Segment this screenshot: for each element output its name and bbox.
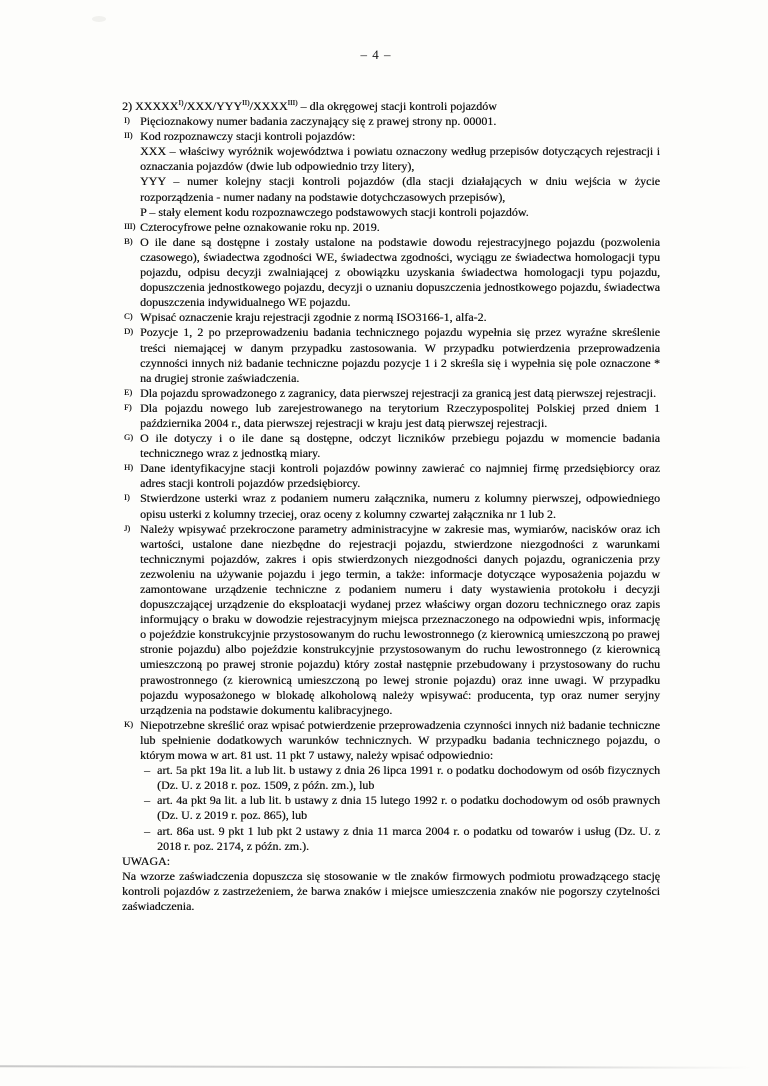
footnote-marker: G) bbox=[124, 432, 133, 443]
footnote-ref-I: I) bbox=[178, 98, 184, 107]
footnote-II bbox=[122, 129, 660, 220]
footnote-F bbox=[122, 401, 660, 431]
item-2-description: – dla okręgowej stacji kontroli pojazdów bbox=[297, 99, 497, 113]
footnote-text: Kod rozpoznawczy stacji kontroli pojazdów: bbox=[140, 129, 356, 144]
footnote-marker: B) bbox=[124, 235, 133, 246]
uwaga-text: Na wzorze zaświadczenia dopuszcza się stosowanie w tle znaków firmowych podmiotu prowadzącego stację kontroli pojazdów z zastrzeżeniem, że barwa znaków i miejsce umieszczenia znaków nie pogorszy czytelności zaświadczenia. bbox=[122, 868, 660, 913]
footnote-text: Należy wpisywać przekroczone parametry administracyjne w zakresie mas, wymiarów, nacisków oraz ich wartości, ustalone dane niezbędne do rejestracji pojazdu, stwierdzone niezgodności z warunkami technicznymi pojazdów, zakres i opis stwierdzonych niezgodności danych pojazdu, ograniczenia przy zezwoleniu na używanie pojazdu i jego termin, a także: informacje dotyczące wyposażenia pojazdu w zamontowane urządzenie techniczne z podaniem numeru i daty wystawienia protokołu i decyzji dopuszczającej urządzenie do eksploatacji wydanej przez właściwy organ dozoru technicznego oraz zapis informujący o braku w dowodzie rejestracyjnym miejsca przeznaczonego na odpowiedni wpis, informację o pojeździe konstrukcyjnie przystosowanym do ruchu lewostronnego (z kierownicą umieszczoną po prawej stronie pojazdu) albo pojeździe konstrukcyjnie przystosowanym do ruchu lewostronnego (z kierownicą umieszczoną po prawej stronie pojazdu) który został następnie przebudowany i przystosowany do ruchu prawostronnego (z kierownicą umieszczoną po lewej stronie pojazdu) oraz inne uwagi. W przypadku pojazdu wyposażonego w blokadę alkoholową należy wpisywać: producenta, typ oraz numer seryjny urządzenia na podstawie dokumentu kalibracyjnego. bbox=[140, 521, 660, 717]
footnote-D bbox=[122, 325, 660, 385]
legal-reference-item bbox=[140, 763, 660, 793]
footnote-ref-III: III) bbox=[287, 98, 298, 107]
legal-reference-text: art. 5a pkt 19a lit. a lub lit. b ustawy z dnia 26 lipca 1991 r. o podatku dochodowym od osób fizycznych (Dz. U. z 2018 r. poz. 1509, z późn. zm.), lub bbox=[157, 763, 660, 793]
dash-marker: – bbox=[144, 763, 150, 778]
footnote-text: O ile dane są dostępne i zostały ustalone na podstawie dowodu rejestracyjnego pojazdu (pozwolenia czasowego), świadectwa zgodności WE, świadectwa zgodności, wyciągu ze świadectwa homologacji typu pojazdu, odpisu decyzji zwalniającej z obowiązku uzyskania świadectwa homologacji typu pojazdu, dopuszczenia jednostkowego pojazdu, decyzji o uznaniu dopuszczenia jednostkowego pojazdu, świadectwa dopuszczenia indywidualnego WE pojazdu. bbox=[140, 234, 660, 310]
footnote-marker: III) bbox=[124, 220, 136, 231]
footnote-ref-II: II) bbox=[242, 98, 250, 107]
footnote-marker: I) bbox=[124, 492, 130, 503]
station-code-part2: /XXX/YYY bbox=[183, 99, 243, 113]
footnote-subline-yyy: YYY – numer kolejny stacji kontroli pojazdów (dla stacji działających w dniu wejścia w życie rozporządzenia - numer nadany na podstawie dotychczasowych przepisów), bbox=[140, 174, 660, 204]
footnote-I-letter bbox=[122, 491, 660, 521]
item-2-heading bbox=[122, 99, 660, 114]
footnote-text: Dane identyfikacyjne stacji kontroli pojazdów powinny zawierać co najmniej firmę przedsiębiorcy oraz adres stacji kontroli pojazdów przedsiębiorcy. bbox=[140, 461, 660, 491]
footnote-text: Stwierdzone usterki wraz z podaniem numeru załącznika, numeru z kolumny pierwszej, odpowiedniego opisu usterki z kolumny trzeciej, oraz oceny z kolumny czwartej załącznika nr 1 lub 2. bbox=[140, 491, 660, 521]
footnote-G bbox=[122, 431, 660, 461]
footnote-K bbox=[122, 718, 660, 854]
legal-reference-text: art. 86a ust. 9 pkt 1 lub pkt 2 ustawy z dnia 11 marca 2004 r. o podatku od towarów i usług (Dz. U. z 2018 r. poz. 2174, z późn. zm.). bbox=[157, 823, 660, 853]
footnote-marker: K) bbox=[124, 718, 133, 729]
footnote-text: Pozycje 1, 2 po przeprowadzeniu badania technicznego pojazdu wypełnia się przez wyraźne skreślenie treści niemającej w danym przypadku zastosowania. W przypadku potwierdzenia przeprowadzenia czynności innych niż badanie techniczne pojazdu pozycje 1 i 2 skreśla się i wypełnia się pole oznaczone * na drugiej stronie zaświadczenia. bbox=[140, 325, 660, 385]
footnote-marker: J) bbox=[124, 522, 131, 533]
footnote-marker: F) bbox=[124, 401, 132, 412]
footnote-text: Niepotrzebne skreślić oraz wpisać potwierdzenie przeprowadzenia czynności innych niż badanie techniczne lub spełnienie dodatkowych warunków technicznych. W przypadku badania technicznego pojazdu, o którym mowa w art. 81 ust. 11 pkt 7 ustawy, należy wpisać odpowiednio: bbox=[140, 717, 660, 763]
footnote-marker: H) bbox=[124, 462, 133, 473]
footnote-B bbox=[122, 235, 660, 310]
station-code-part1: XXXXX bbox=[135, 99, 179, 113]
footnote-text: O ile dotyczy i o ile dane są dostępne, odczyt liczników przebiegu pojazdu w momencie badania technicznego wraz z jednostką miary. bbox=[140, 431, 660, 461]
scan-artifact-line bbox=[0, 1065, 752, 1068]
dash-marker: – bbox=[144, 793, 150, 808]
legal-reference-item bbox=[140, 793, 660, 823]
footnote-subline-xxx: XXX – właściwy wyróżnik województwa i powiatu oznaczony według przepisów dotyczących rejestracji i oznaczania pojazdów (dwie lub odpowiednio trzy litery), bbox=[140, 144, 660, 174]
page-content bbox=[122, 99, 660, 914]
item-2-prefix: 2) bbox=[122, 99, 135, 113]
footnote-marker: II) bbox=[124, 130, 133, 141]
footnote-marker: I) bbox=[124, 115, 130, 126]
footnote-text: Wpisać oznaczenie kraju rejestracji zgodnie z normą ISO3166-1, alfa-2. bbox=[140, 310, 487, 325]
legal-reference-item bbox=[140, 824, 660, 854]
footnote-text: Dla pojazdu sprowadzonego z zagranicy, data pierwszej rejestracji za granicą jest datą pierwszej rejestracji. bbox=[140, 385, 656, 400]
uwaga-heading: UWAGA: bbox=[122, 853, 170, 868]
footnote-text: Czterocyfrowe pełne oznakowanie roku np. 2019. bbox=[140, 219, 380, 234]
footnote-text: Dla pojazdu nowego lub zarejestrowanego na terytorium Rzeczypospolitej Polskiej przed dniem 1 października 2004 r., data pierwszej rejestracji w kraju jest datą pierwszej rejestracji. bbox=[140, 400, 660, 430]
footnote-marker: D) bbox=[124, 326, 133, 337]
uwaga-section bbox=[122, 854, 660, 914]
footnote-marker: E) bbox=[124, 386, 133, 397]
footnote-H bbox=[122, 461, 660, 491]
footnote-subline-p: P – stały element kodu rozpoznawczego podstawowych stacji kontroli pojazdów. bbox=[140, 204, 529, 219]
legal-reference-text: art. 4a pkt 9a lit. a lub lit. b ustawy z dnia 15 lutego 1992 r. o podatku dochodowym od osób prawnych (Dz. U. z 2019 r. poz. 865), lub bbox=[157, 793, 660, 823]
footnote-C bbox=[122, 310, 660, 325]
station-code-part3: /XXXX bbox=[249, 99, 288, 113]
footnote-J bbox=[122, 522, 660, 718]
footnote-text: Pięcioznakowy numer badania zaczynający się z prawej strony np. 00001. bbox=[140, 114, 497, 129]
dash-marker: – bbox=[144, 823, 150, 838]
page-number: – 4 – bbox=[360, 47, 392, 62]
scan-artifact-smudge bbox=[92, 16, 106, 22]
footnote-E bbox=[122, 386, 660, 401]
footnote-marker: C) bbox=[124, 311, 133, 322]
footnote-I bbox=[122, 114, 660, 129]
footnote-III bbox=[122, 220, 660, 235]
